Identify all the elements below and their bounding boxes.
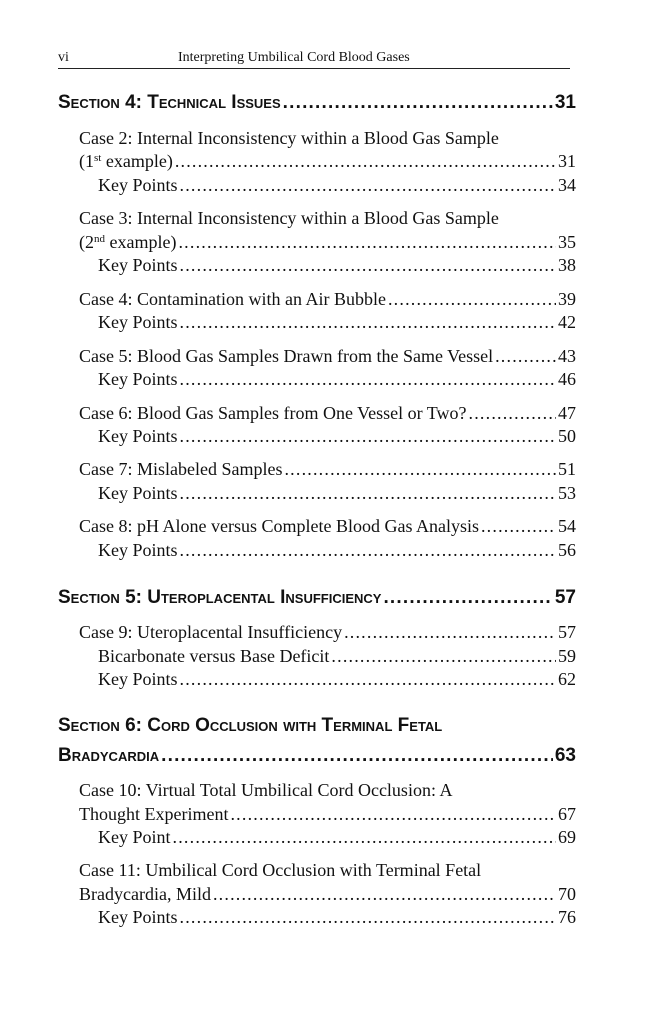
page-number: 67 [558, 804, 576, 824]
toc-case-9-bicarbonate[interactable] [98, 645, 576, 667]
leader-dots [161, 745, 553, 767]
toc-case-5[interactable] [79, 345, 576, 367]
page-number: 31 [558, 151, 576, 171]
toc-case-10[interactable] [79, 803, 576, 825]
leader-dots [180, 368, 556, 390]
leader-dots [178, 231, 556, 253]
page-number: 42 [558, 312, 576, 332]
entry-title: Key Points [98, 369, 178, 389]
entry-title: (2nd example) [79, 232, 177, 252]
page-number: 54 [558, 516, 576, 536]
page-number: 31 [554, 92, 576, 113]
toc-case-9-key-points[interactable] [98, 668, 576, 690]
entry-title: Key Points [98, 540, 178, 560]
page-number: 39 [558, 289, 576, 309]
toc-case-3[interactable] [79, 231, 576, 253]
toc-case-8-key-points[interactable] [98, 539, 576, 561]
leader-dots [469, 402, 556, 424]
running-header [58, 48, 570, 69]
entry-title: Case 4: Contamination with an Air Bubble [79, 289, 386, 309]
leader-dots [495, 345, 556, 367]
page-number: 56 [558, 540, 576, 560]
page-number: 35 [558, 232, 576, 252]
toc-case-5-key-points[interactable] [98, 368, 576, 390]
entry-title: Case 9: Uteroplacental Insufficiency [79, 622, 343, 642]
entry-title: Key Points [98, 312, 178, 332]
page-number: 63 [554, 745, 576, 766]
page-number: 57 [554, 587, 576, 608]
leader-dots [331, 645, 556, 667]
page-number: 76 [558, 907, 576, 927]
toc-case-11-key-points[interactable] [98, 906, 576, 928]
toc-case-6-key-points[interactable] [98, 425, 576, 447]
toc-case-4[interactable] [79, 288, 576, 310]
section-title: Section 6: Cord Occlusion with Terminal Fetal [58, 715, 443, 736]
leader-dots [180, 174, 556, 196]
toc-section-4[interactable] [58, 92, 576, 114]
toc-section-5[interactable] [58, 587, 576, 609]
toc-case-3-title[interactable]: Case 3: Internal Inconsistency within a Blood Gas Sample [79, 208, 499, 228]
page-number: 43 [558, 346, 576, 366]
entry-title: Key Points [98, 175, 178, 195]
entry-title: Bradycardia, Mild [79, 884, 211, 904]
leader-dots [180, 482, 556, 504]
entry-title: Case 6: Blood Gas Samples from One Vessel or Two? [79, 403, 467, 423]
toc-case-7-key-points[interactable] [98, 482, 576, 504]
leader-dots [180, 906, 556, 928]
page-number: 47 [558, 403, 576, 423]
leader-dots [284, 458, 556, 480]
entry-title: Key Points [98, 669, 178, 689]
toc-case-2-key-points[interactable] [98, 174, 576, 196]
section-title: Section 4: Technical Issues [58, 92, 281, 113]
leader-dots [213, 883, 556, 905]
leader-dots [230, 803, 556, 825]
section-title: Section 5: Uteroplacental Insufficiency [58, 587, 382, 608]
page-number: 50 [558, 426, 576, 446]
toc-case-11-title[interactable]: Case 11: Umbilical Cord Occlusion with Terminal Fetal [79, 860, 482, 880]
page-number: 34 [558, 175, 576, 195]
toc-case-10-title[interactable]: Case 10: Virtual Total Umbilical Cord Occlusion: A [79, 780, 453, 800]
page-number: 69 [558, 827, 576, 847]
leader-dots [173, 826, 556, 848]
section-title: Bradycardia [58, 745, 160, 766]
entry-title: Thought Experiment [79, 804, 229, 824]
entry-title: Key Points [98, 907, 178, 927]
leader-dots [383, 587, 552, 609]
page-number: 38 [558, 255, 576, 275]
page-number: 53 [558, 483, 576, 503]
entry-title: Key Points [98, 483, 178, 503]
entry-title: Key Point [98, 827, 171, 847]
page-number: 62 [558, 669, 576, 689]
toc-section-6-title[interactable] [58, 716, 576, 736]
toc-case-8[interactable] [79, 515, 576, 537]
entry-title: Key Points [98, 426, 178, 446]
toc-case-4-key-points[interactable] [98, 311, 576, 333]
entry-title: Case 7: Mislabeled Samples [79, 459, 283, 479]
entry-title: (1st example) [79, 151, 173, 171]
toc-case-10-key-point[interactable] [98, 826, 576, 848]
page-number: 57 [558, 622, 576, 642]
toc-case-6[interactable] [79, 402, 576, 424]
entry-title: Bicarbonate versus Base Deficit [98, 646, 330, 666]
header-page-number: vi [58, 50, 69, 65]
leader-dots [180, 254, 556, 276]
page-number: 46 [558, 369, 576, 389]
leader-dots [388, 288, 556, 310]
page-number: 59 [558, 646, 576, 666]
toc-case-2-title[interactable]: Case 2: Internal Inconsistency within a Blood Gas Sample [79, 128, 499, 148]
leader-dots [283, 92, 553, 114]
entry-title: Key Points [98, 255, 178, 275]
leader-dots [180, 668, 556, 690]
leader-dots [344, 621, 556, 643]
toc-case-2[interactable] [79, 150, 576, 172]
toc-case-11[interactable] [79, 883, 576, 905]
toc-section-6[interactable] [58, 745, 576, 767]
entry-title: Case 5: Blood Gas Samples Drawn from the Same Vessel [79, 346, 494, 366]
leader-dots [180, 311, 556, 333]
header-book-title: Interpreting Umbilical Cord Blood Gases [178, 50, 410, 65]
page-number: 70 [558, 884, 576, 904]
leader-dots [180, 539, 556, 561]
page-number: 51 [558, 459, 576, 479]
leader-dots [180, 425, 556, 447]
toc-case-9[interactable] [79, 621, 576, 643]
leader-dots [175, 150, 556, 172]
toc-case-7[interactable] [79, 458, 576, 480]
leader-dots [481, 515, 556, 537]
toc-case-3-key-points[interactable] [98, 254, 576, 276]
entry-title: Case 8: pH Alone versus Complete Blood Gas Analysis [79, 516, 479, 536]
